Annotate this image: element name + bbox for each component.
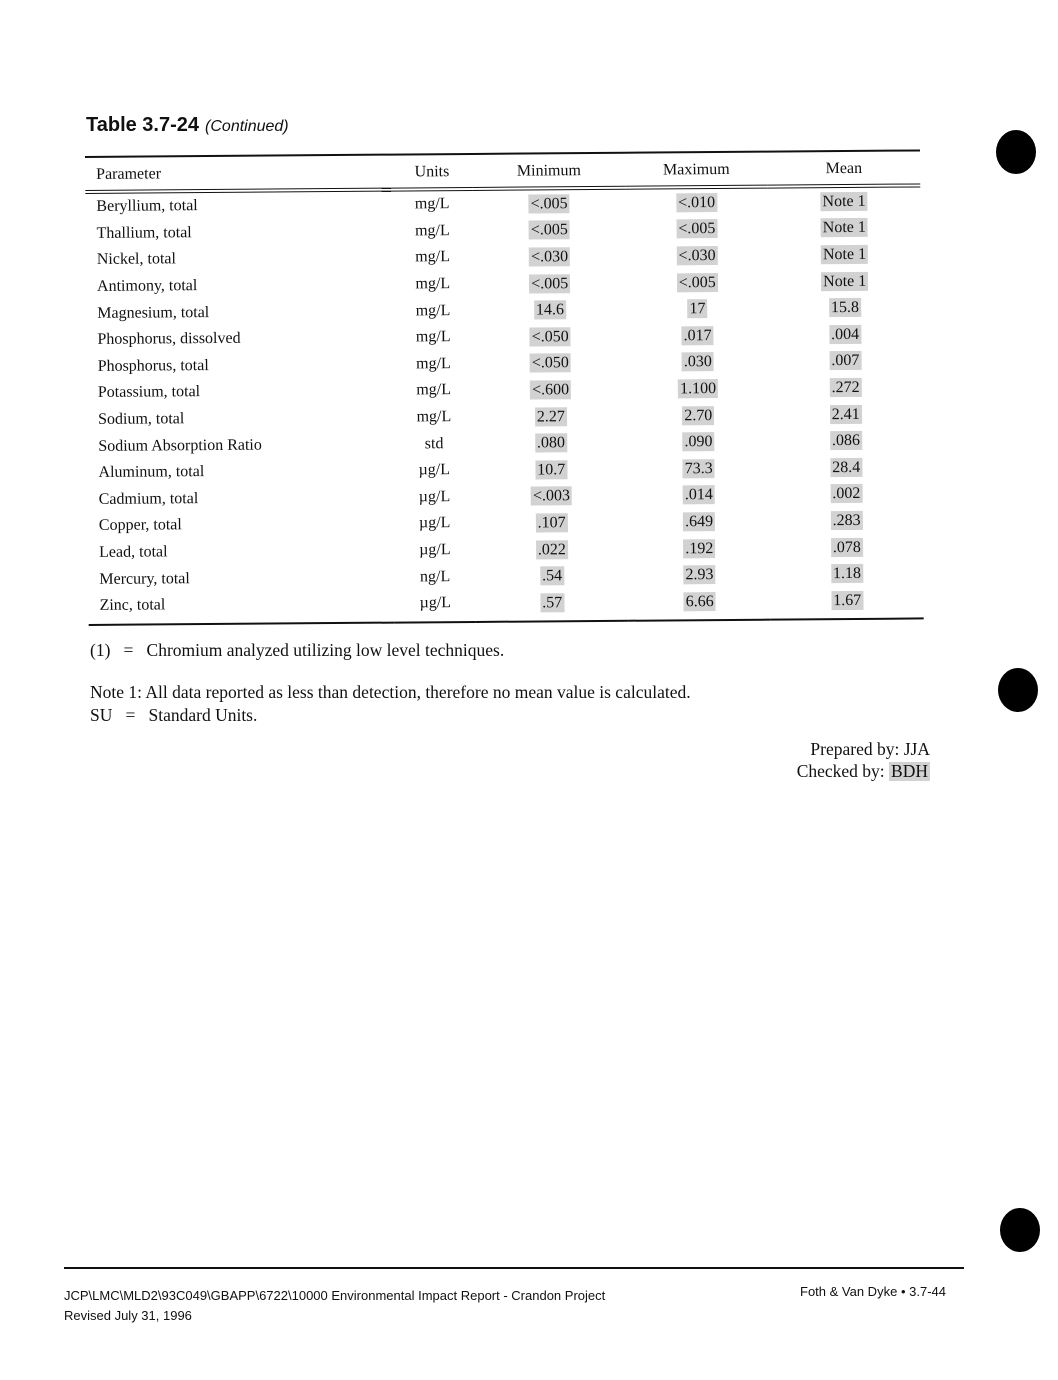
minimum-value: <.005 — [529, 221, 570, 240]
cell-units: mg/L — [416, 408, 452, 426]
punch-hole-top — [996, 130, 1036, 174]
cell-minimum — [473, 270, 626, 298]
maximum-value: 6.66 — [684, 592, 716, 611]
cell-parameter: Mercury, total — [99, 569, 190, 588]
cell-parameter: Zinc, total — [88, 590, 394, 624]
prepared-by-label: Prepared by: — [810, 739, 900, 759]
mean-value: .004 — [829, 325, 861, 344]
maximum-value: .192 — [683, 539, 715, 558]
mean-value: .078 — [831, 537, 863, 556]
cell-minimum — [474, 403, 627, 431]
cell-units: mg/L — [415, 275, 451, 293]
cell-units: µg/L — [395, 590, 477, 622]
cell-minimum — [474, 296, 627, 324]
cell-maximum — [627, 348, 770, 376]
cell-units: mg/L — [415, 301, 451, 320]
minimum-value: <.050 — [530, 354, 571, 373]
cell-parameter: Potassium, total — [97, 383, 201, 402]
cell-units: mg/L — [416, 354, 451, 373]
cell-minimum — [474, 323, 627, 351]
cell-parameter: Magnesium, total — [97, 303, 210, 322]
table-title-number: Table 3.7-24 — [86, 114, 200, 136]
cell-parameter: Aluminum, total — [98, 463, 205, 482]
cell-mean — [770, 533, 923, 561]
maximum-value: 1.100 — [678, 379, 718, 398]
mean-value: .086 — [830, 431, 862, 450]
mean-value: 1.18 — [831, 564, 863, 583]
cell-maximum — [628, 534, 771, 562]
header-minimum: Minimum — [516, 162, 581, 180]
cell-units: mg/L — [414, 222, 450, 240]
header-maximum: Maximum — [662, 160, 730, 179]
footer-path-line — [64, 1286, 605, 1306]
cell-maximum — [625, 187, 768, 217]
maximum-value: 17 — [687, 299, 707, 318]
minimum-value: <.030 — [529, 247, 570, 266]
maximum-value: .014 — [683, 485, 715, 504]
cell-minimum — [476, 589, 629, 622]
cell-units: std — [424, 434, 444, 452]
footer-rule — [64, 1267, 964, 1269]
cell-minimum — [474, 349, 627, 377]
cell-parameter: Sodium Absorption Ratio — [98, 436, 262, 455]
cell-maximum — [627, 428, 770, 456]
cell-units: mg/L — [415, 248, 451, 266]
minimum-value: <.003 — [531, 487, 572, 506]
maximum-value: .017 — [682, 326, 714, 345]
cell-mean — [769, 294, 922, 322]
table-body — [85, 185, 923, 624]
cell-parameter: Thallium, total — [96, 224, 192, 242]
cell-minimum — [475, 482, 628, 510]
table-title-suffix: (Continued) — [205, 118, 289, 135]
punch-hole-bottom — [1000, 1208, 1040, 1252]
note-su: SU = Standard Units. — [90, 705, 258, 725]
table-row — [88, 586, 923, 624]
footer-bullet: • — [900, 1284, 906, 1299]
mean-value: 15.8 — [829, 298, 861, 317]
cell-minimum — [475, 429, 628, 457]
cell-mean — [769, 347, 922, 375]
cell-mean — [770, 427, 923, 455]
cell-maximum — [626, 322, 769, 350]
cell-mean — [768, 241, 921, 269]
maximum-value: 2.70 — [682, 406, 714, 425]
cell-units: µg/L — [418, 487, 451, 506]
footer-revised: Revised July 31, 1996 — [64, 1308, 192, 1323]
table-title — [86, 114, 289, 137]
signoff-block — [797, 738, 930, 782]
cell-parameter: Sodium, total — [98, 410, 185, 428]
maximum-value: <.005 — [677, 273, 718, 292]
cell-maximum — [628, 588, 771, 621]
minimum-value: .57 — [540, 593, 564, 612]
mean-value: 2.41 — [830, 404, 862, 423]
cell-parameter: Cadmium, total — [98, 489, 199, 508]
cell-parameter: Nickel, total — [96, 250, 176, 269]
checked-by-label: Checked by: — [796, 761, 885, 781]
cell-maximum — [627, 375, 770, 403]
cell-parameter: Phosphorus, dissolved — [97, 330, 241, 349]
cell-minimum — [475, 456, 628, 484]
cell-minimum — [475, 509, 628, 537]
cell-minimum — [475, 535, 628, 563]
header-parameter: Parameter — [96, 165, 162, 183]
cell-maximum — [626, 242, 769, 270]
minimum-value: .080 — [535, 433, 567, 452]
cell-units: mg/L — [414, 195, 450, 213]
cell-maximum — [627, 401, 770, 429]
minimum-value: <.005 — [529, 194, 570, 213]
cell-maximum — [628, 561, 771, 589]
note-1: Note 1: All data reported as less than detection, therefore no mean value is calculated. — [90, 682, 691, 702]
mean-value: Note 1 — [821, 218, 868, 237]
footer-right — [800, 1284, 946, 1299]
mean-value: 1.67 — [831, 591, 863, 610]
cell-mean — [768, 214, 921, 242]
cell-mean — [768, 185, 921, 215]
header-mean: Mean — [825, 159, 863, 178]
cell-parameter: Phosphorus, total — [97, 356, 209, 375]
cell-maximum — [628, 508, 771, 536]
punch-hole-middle — [998, 668, 1038, 712]
maximum-value: .030 — [682, 352, 714, 371]
cell-parameter: Antimony, total — [96, 277, 198, 295]
footer-path: JCP\LMC\MLD2\93C049\GBAPP\6722\10000 — [64, 1288, 328, 1303]
maximum-value: <.030 — [676, 246, 717, 265]
cell-parameter: Copper, total — [98, 516, 182, 535]
checked-by-line — [797, 760, 930, 782]
minimum-value: 10.7 — [535, 460, 567, 479]
cell-mean — [770, 453, 923, 481]
minimum-value: <.050 — [530, 327, 571, 346]
cell-minimum — [476, 562, 629, 590]
mean-value: .002 — [830, 484, 862, 503]
mean-value: .283 — [831, 511, 863, 530]
cell-maximum — [628, 481, 771, 509]
checked-by-value: BDH — [891, 761, 928, 781]
cell-maximum — [626, 268, 769, 296]
cell-units: mg/L — [415, 328, 451, 346]
minimum-value: .107 — [536, 513, 568, 532]
cell-parameter: Lead, total — [99, 543, 168, 561]
water-quality-table — [85, 149, 924, 625]
footer-page-number: 3.7-44 — [909, 1284, 946, 1299]
minimum-value: .022 — [536, 540, 568, 559]
footer-firm: Foth & Van Dyke — [800, 1284, 898, 1299]
mean-value: .007 — [829, 351, 861, 370]
cell-mean — [769, 400, 922, 428]
footer-left — [64, 1286, 605, 1326]
cell-units: ng/L — [419, 567, 451, 585]
cell-minimum — [473, 188, 626, 218]
cell-maximum — [626, 295, 769, 323]
minimum-value: 2.27 — [535, 407, 567, 426]
cell-mean — [770, 507, 923, 535]
cell-maximum — [626, 215, 769, 243]
mean-value: Note 1 — [821, 245, 868, 264]
minimum-value: <.600 — [530, 380, 571, 399]
prepared-by-line — [797, 738, 930, 760]
cell-units: µg/L — [418, 461, 451, 479]
cell-mean — [771, 560, 924, 588]
maximum-value: .090 — [682, 432, 714, 451]
mean-value: Note 1 — [820, 192, 867, 211]
cell-minimum — [474, 376, 627, 404]
mean-value: 28.4 — [830, 458, 862, 477]
cell-mean — [769, 320, 922, 348]
cell-mean — [768, 267, 921, 295]
minimum-value: 14.6 — [534, 300, 566, 319]
cell-minimum — [473, 243, 626, 271]
maximum-value: 2.93 — [683, 565, 715, 584]
footer-report-name: Environmental Impact Report - Crandon Project — [331, 1288, 606, 1303]
cell-maximum — [627, 455, 770, 483]
cell-units: µg/L — [418, 514, 451, 532]
note-chromium: (1) = Chromium analyzed utilizing low level techniques. — [90, 640, 505, 660]
maximum-value: <.005 — [676, 219, 717, 238]
maximum-value: <.010 — [676, 193, 717, 212]
cell-mean — [769, 374, 922, 402]
cell-units: µg/L — [419, 541, 451, 559]
header-units: Units — [414, 163, 450, 181]
cell-parameter: Beryllium, total — [96, 197, 198, 216]
cell-units: mg/L — [416, 381, 452, 399]
cell-mean — [771, 586, 924, 619]
minimum-value: <.005 — [529, 274, 570, 293]
mean-value: .272 — [829, 378, 861, 397]
mean-value: Note 1 — [821, 271, 868, 290]
minimum-value: .54 — [540, 566, 564, 585]
cell-mean — [770, 480, 923, 508]
maximum-value: .649 — [683, 512, 715, 531]
prepared-by-value: JJA — [903, 739, 930, 759]
maximum-value: 73.3 — [683, 459, 715, 478]
cell-minimum — [473, 216, 626, 244]
